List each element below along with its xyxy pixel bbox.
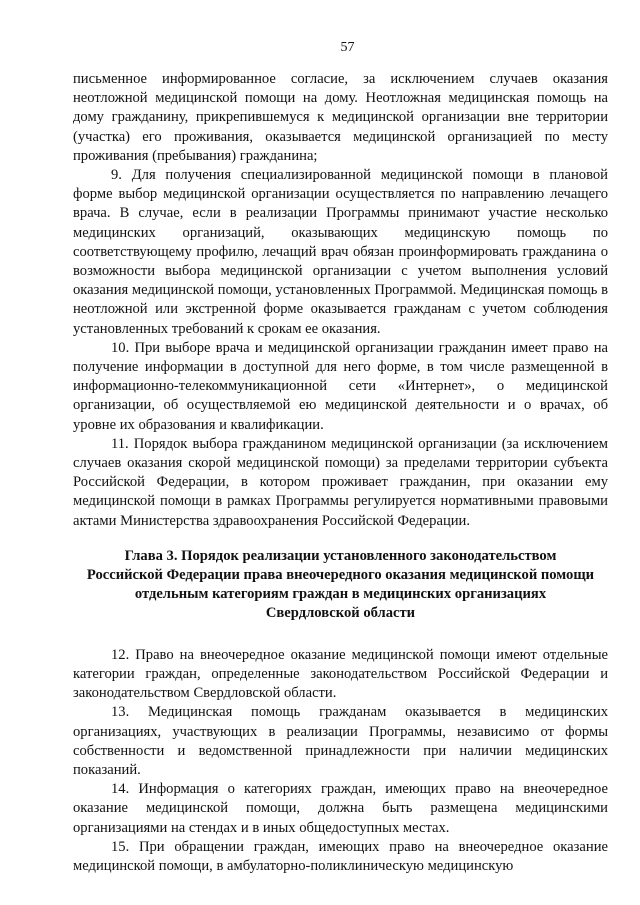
chapter-title-line: отдельным категориям граждан в медицинских организациях — [134, 586, 547, 603]
top-text-block — [73, 70, 608, 531]
chapter-3-heading — [73, 547, 608, 624]
page-number: 57 — [340, 40, 355, 55]
paragraph-15: 15. При обращении граждан, имеющих право на внеочередное оказание медицинской помощи, в амбулаторно-поликлиническую медицинскую — [73, 838, 608, 874]
paragraph-14: 14. Информация о категориях граждан, имеющих право на внеочередное оказание медицинской помощи, должна быть размещена медицинскими организациями на стендах и в иных общедоступных местах. — [73, 781, 608, 836]
paragraph-11: 11. Порядок выбора гражданином медицинской организации (за исключением случаев оказания скорой медицинской помощи) за пределами территории субъекта Российской Федерации, в котором проживает гражданин, при оказании ему медицинской помощи в рамках Программы регулируется нормативными правовыми актами Министерства здравоохранения Российской Федерации. — [73, 435, 608, 529]
chapter-title-line: Глава 3. Порядок реализации установленного законодательством — [124, 547, 557, 564]
paragraph-continuation: письменное информированное согласие, за исключением случаев оказания неотложной медицинской помощи на дому. Неотложная медицинская помощь на дому гражданину, прикрепившемуся к медицинской организации вне территории (участка) его проживания, оказывается медицинской организацией по месту проживания (пребывания) гражданина; — [73, 71, 608, 164]
paragraph-12: 12. Право на внеочередное оказание медицинской помощи имеют отдельные категории граждан, определенные законодательством Российской Федерации и законодательством Свердловской области. — [73, 646, 608, 702]
chapter-title-line: Свердловской области — [265, 605, 416, 622]
chapter-title-line: Российской Федерации права внеочередного оказания медицинской помощи — [86, 567, 595, 584]
bottom-text-block — [73, 646, 608, 876]
paragraph-13: 13. Медицинская помощь гражданам оказывается в медицинских организациях, участвующих в реализации Программы, независимо от формы собственности и ведомственной принадлежности при наличии медицинских показаний. — [73, 704, 608, 778]
paragraph-9: 9. Для получения специализированной медицинской помощи в плановой форме выбор медицинской организации осуществляется по направлению лечащего врача. В случае, если в реализации Программы принимают участие несколько медицинских организаций, оказывающих медицинскую помощь по соответствующему профилю, лечащий врач обязан проинформировать гражданина о возможности выбора медицинской организации с учетом выполнения условий оказания медицинской помощи, установленных Программой. Медицинская помощь в неотложной или экстренной форме оказывается гражданам с учетом соблюдения установленных требований к срокам ее оказания. — [73, 167, 608, 337]
paragraph-10: 10. При выборе врача и медицинской организации гражданин имеет право на получение информации в доступной для него форме, в том числе размещенной в информационно-телекоммуникационной сети «Интернет», о медицинской организации, об осуществляемой ею медицинской деятельности и о врачах, об уровне их образования и квалификации. — [73, 339, 608, 433]
